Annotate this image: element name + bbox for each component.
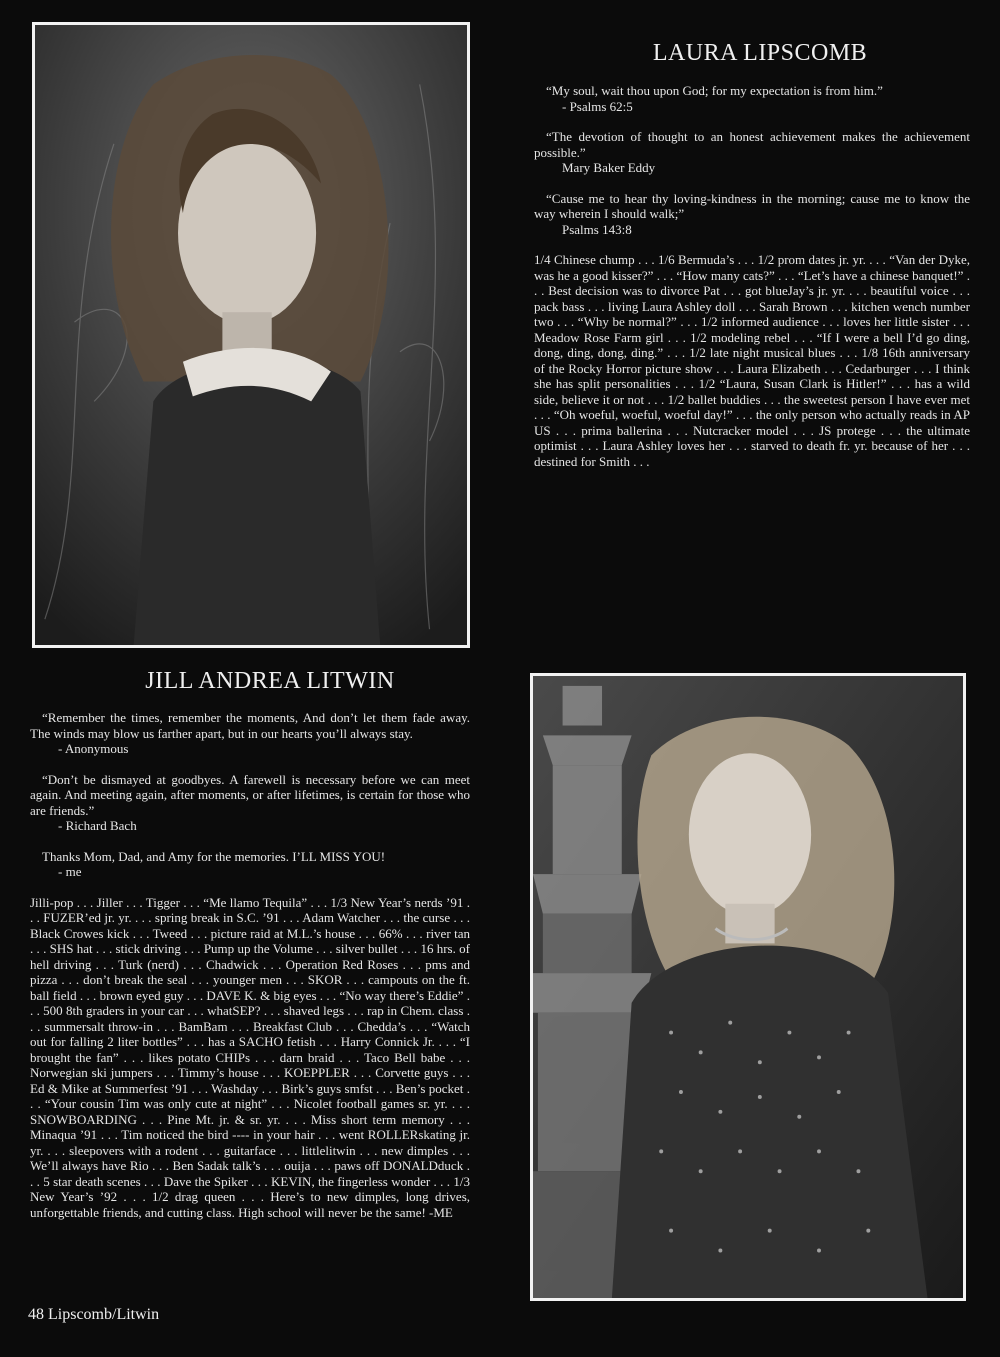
- quote: [534, 129, 970, 176]
- quote-text: Thanks Mom, Dad, and Amy for the memories. I’LL MISS YOU!: [42, 848, 386, 864]
- quote: [30, 849, 470, 880]
- quote: [30, 772, 470, 834]
- quote-text: “The devotion of thought to an honest achievement makes the achievement possible.”: [534, 129, 970, 160]
- quote-attribution: Psalms 143:8: [562, 221, 632, 237]
- portrait-photo-jill-litwin: [530, 673, 966, 1301]
- portrait-photo-laura-lipscomb: [32, 22, 470, 648]
- quote-text: “Don’t be dismayed at goodbyes. A farewell is necessary before we can meet again. And meeting again, after moments, or after lifetimes, is certain for those who are friends.”: [30, 771, 470, 818]
- quote-text: “My soul, wait thou upon God; for my expectation is from him.”: [546, 83, 883, 98]
- laura-senior-statement: [534, 83, 970, 469]
- quote-attribution: - me: [58, 864, 82, 879]
- student-name-laura: LAURA LIPSCOMB: [652, 40, 868, 66]
- quote-attribution: - Anonymous: [58, 741, 129, 756]
- quote: [534, 191, 970, 238]
- quote-text: “Cause me to hear thy loving-kindness in the morning; cause me to know the way wherein I should walk;”: [534, 190, 970, 221]
- quote: [30, 710, 470, 757]
- quote-attribution: Mary Baker Eddy: [562, 160, 656, 175]
- quote-attribution: - Richard Bach: [58, 818, 137, 833]
- portrait-illustration: [533, 676, 963, 1298]
- jill-senior-statement: [30, 710, 470, 1220]
- page-footer: 48 Lipscomb/Litwin: [28, 1306, 160, 1323]
- student-name-jill: JILL ANDREA LITWIN: [145, 668, 395, 694]
- portrait-illustration: [35, 25, 467, 645]
- quote-text: “Remember the times, remember the moments, And don’t let them fade away. The winds may blow us farther apart, but in our hearts you’ll always stay.: [30, 710, 470, 741]
- bio-text: Jilli-pop . . . Jiller . . . Tigger . . . “Me llamo Tequila” . . . 1/3 New Year’s nerds ’91 . . . FUZER’ed jr. yr. . . . spring break in S.C. ’91 . . . Adam Watcher . . . the curse . . . Black Crowes kick . . . Tweed . . . picture raid at M.L.’s house . . . 66% . . . river tan . . . SHS hat . . . stick driving . . . Pump up the Volume . . . silver bullet . . . 16 hrs. of hell driving . . . Turk (nerd) . . . Chadwick . . . Operation Red Roses . . . pms and pizza . . . don’t break the seal . . . younger men . . . SKOR . . . campouts on the ft. ball field . . . brown eyed guy . . . DAVE K. & big eyes . . . “No way there’s Eddie” . . . 500 8th graders in your car . . . whatSEP? . . . shaved legs . . . rap in Chem. class . . . summersalt throw-in . . . BamBam . . . Breakfast Club . . . Chedda’s . . . “Watch out for falling 2 liter bottles” . . . has a SACHO fetish . . . Harry Connick Jr. . . . “I brought the fan” . . . likes potato CHIPs . . . darn braid . . . Taco Bell babe . . . Norwegian ski jumpers . . . Timmy’s house . . . KOEPPLER . . . Corvette guys . . . Ed & Mike at Summerfest ’91 . . . Washday . . . Birk’s guys smfst . . . Ben’s pocket . . . “Your cousin Tim was only cute at night” . . . Nicolet football games sr. yr. . . . SNOWBOARDING . . . Pine Mt. jr. & sr. yr. . . . Miss short term memory . . . Minaqua ’91 . . . Tim noticed the bird ---- in your hair . . . went ROLLERskating jr. yr. . . . sleepovers with a rodent . . . guitarface . . . littlelitwin . . . new dimples . . . We’ll always have Rio . . . Ben Sadak talk’s . . . ouija . . . paws off DONALDduck . . . 5 star death scenes . . . Dave the Spiker . . . KEVIN, the fingerless wonder . . . 1/3 New Year’s ’92 . . . 1/2 drag queen . . . Here’s to new dimples, long drives, unforgettable friends, and cutting class. High school will never be the same! -ME: [30, 894, 470, 1220]
- quote-attribution: - Psalms 62:5: [562, 98, 633, 114]
- bio-text: 1/4 Chinese chump . . . 1/6 Bermuda’s . . . 1/2 prom dates jr. yr. . . . “Van der Dyke, was he a good kisser?” . . . “How many cats?” . . . “Let’s have a chinese banquet!” . . . Best decision was to divorce Pat . . . got blueJay’s jr. yr. . . . beautiful voice . . . pack bass . . . living Laura Ashley doll . . . Sarah Brown . . . kitchen wench number two . . . “Why be normal?” . . . 1/2 informed audience . . . loves her little sister . . . Meadow Rose Farm girl . . . 1/2 modeling rebel . . . “If I were a bell I’d go ding, dong, ding, dong, ding.” . . . 1/2 late night musical blues . . . 1/8 16th anniversary of the Rocky Horror picture show . . . Laura Elizabeth . . . Cedarburger . . . I think she has split personalities . . . 1/2 “Laura, Susan Clark is Hitler!” . . . has a wild side, believe it or not . . . 1/2 ballet buddies . . . the sweetest person I have ever met . . . “Oh woeful, woeful, woeful day!” . . . the only person who actually reads in AP US . . . prima ballerina . . . Nutcracker model . . . JS protege . . . the ultimate optimist . . . Laura Ashley loves her . . . starved to death fr. yr. because of her . . . destined for Smith . . .: [534, 252, 970, 469]
- quote: [534, 83, 970, 114]
